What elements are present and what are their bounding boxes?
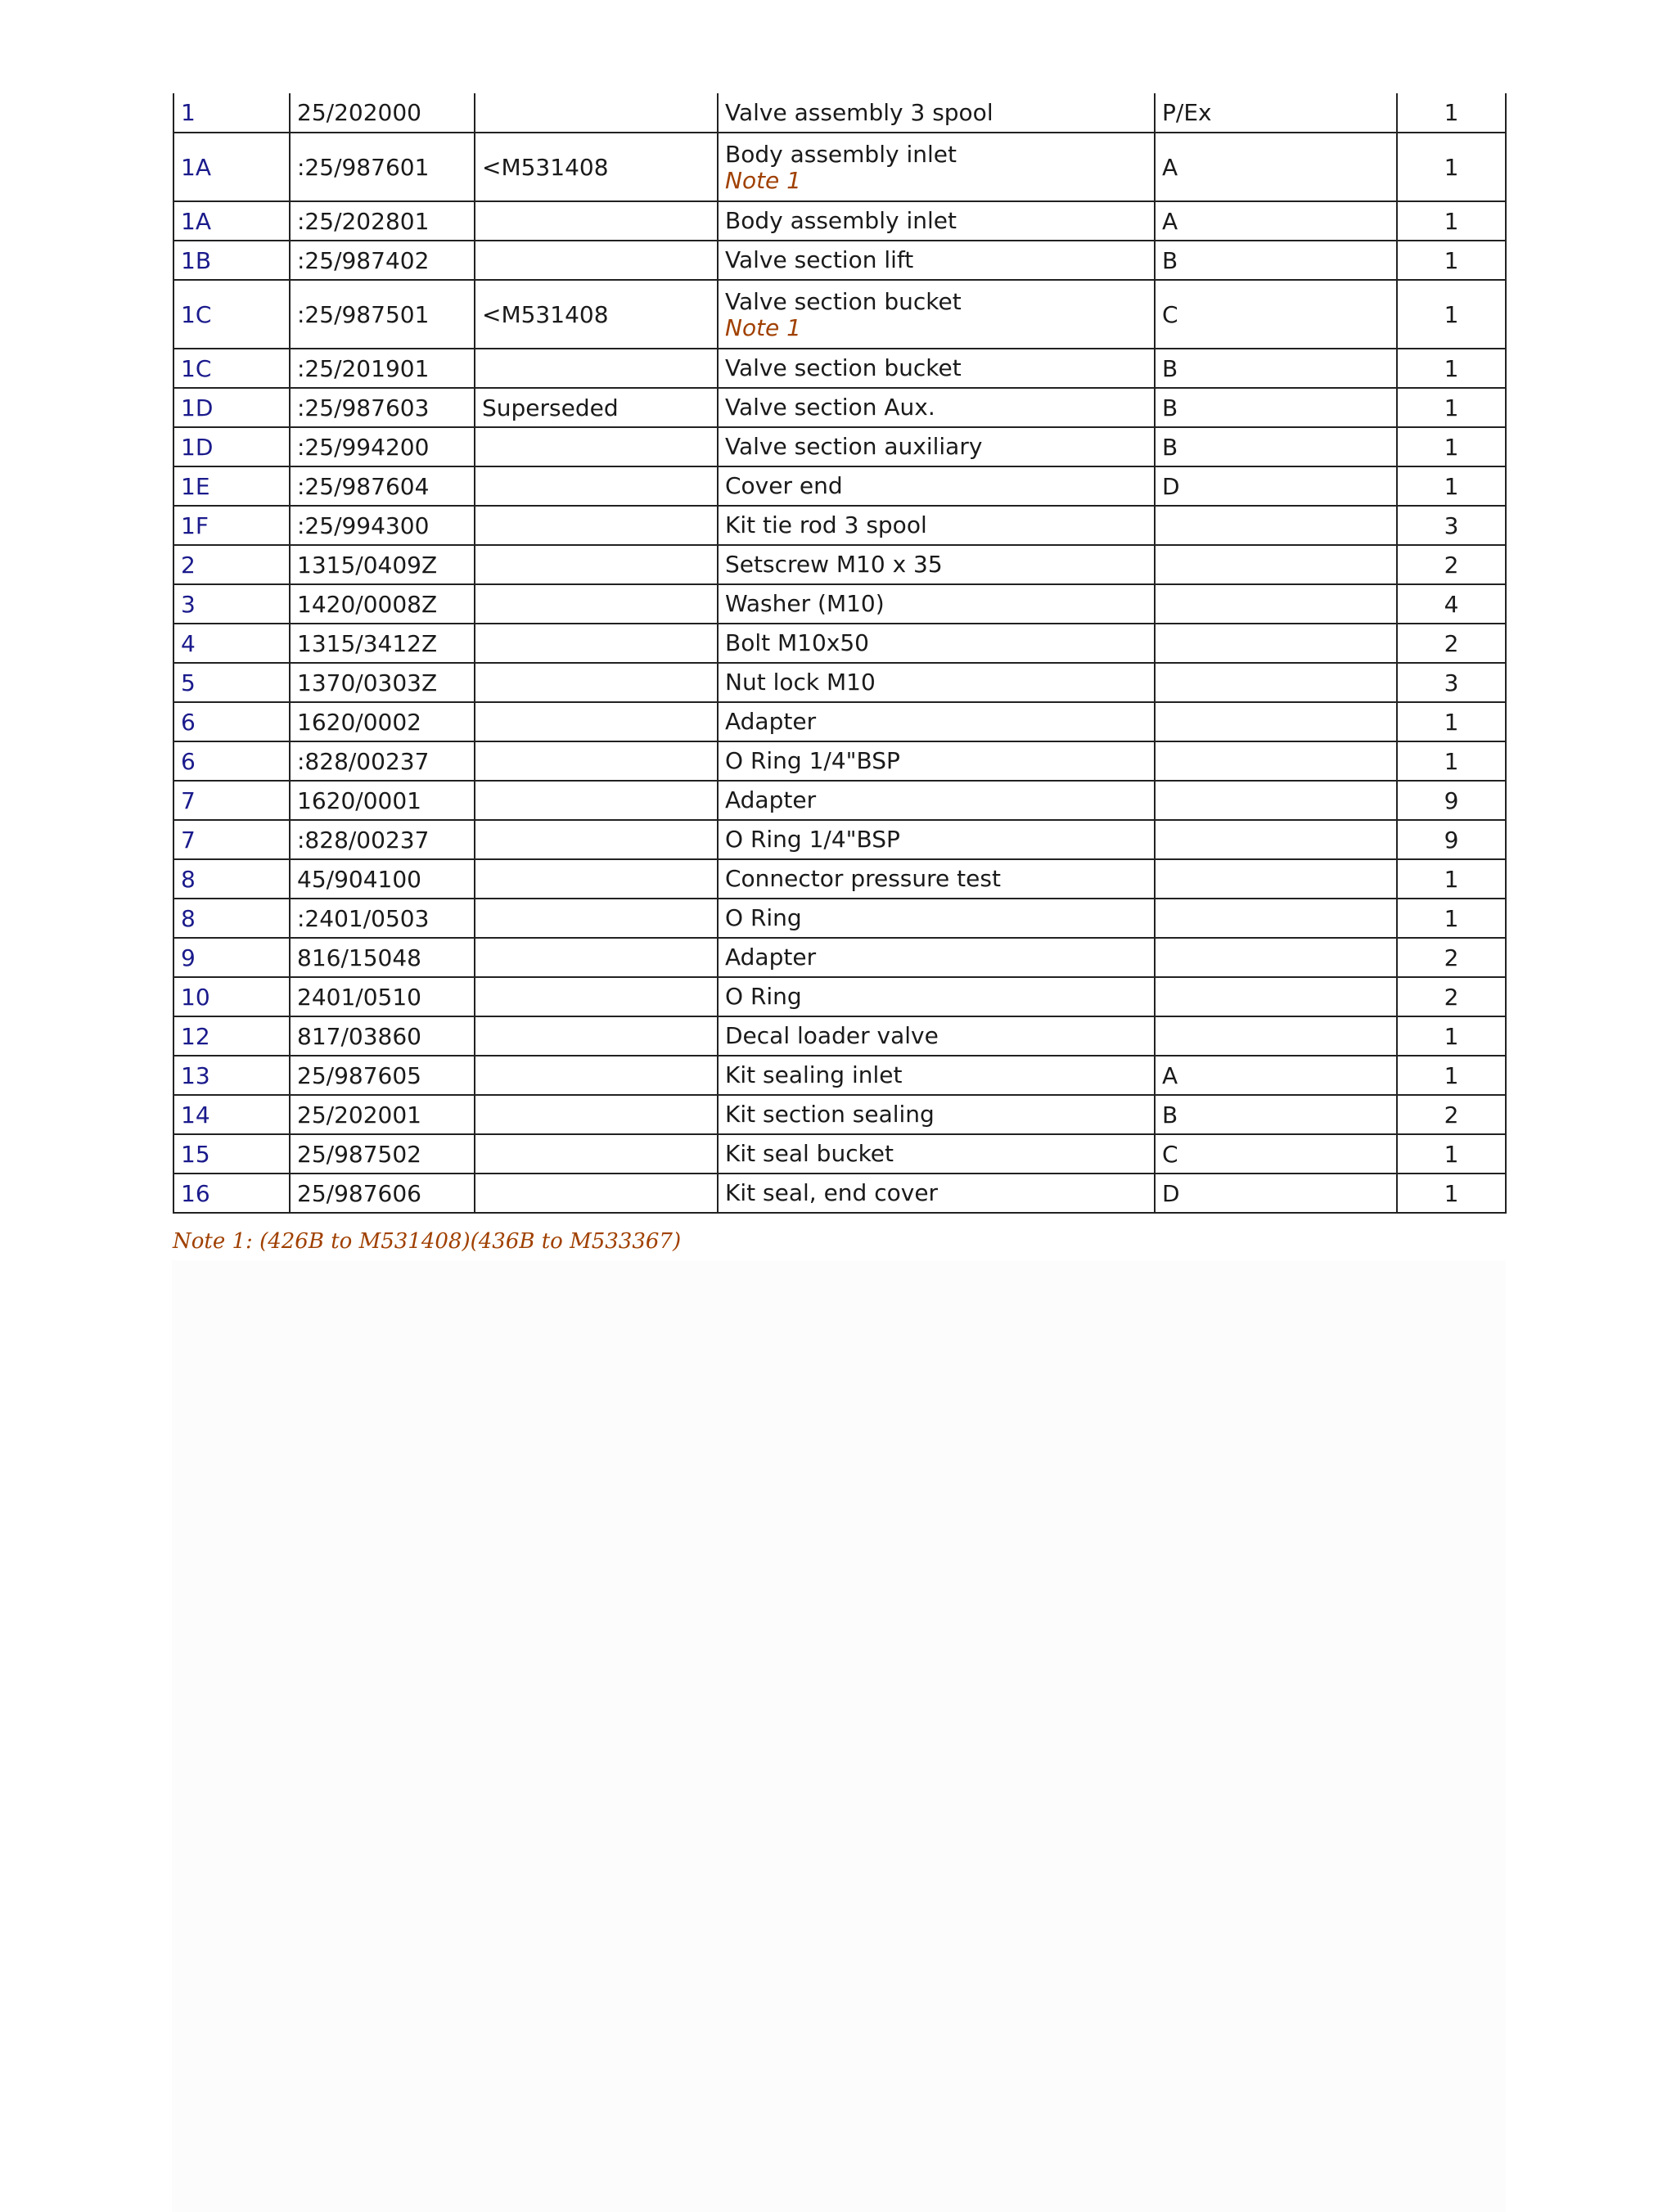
- remark-cell: [475, 702, 718, 741]
- quantity-cell: 1: [1397, 93, 1506, 133]
- note-reference: Note 1: [725, 167, 801, 194]
- description-text: Connector pressure test: [725, 865, 1001, 892]
- group-cell: C: [1155, 280, 1397, 349]
- group-cell: A: [1155, 201, 1397, 241]
- quantity-cell: 1: [1397, 741, 1506, 781]
- quantity-cell: 3: [1397, 663, 1506, 702]
- quantity-cell: 1: [1397, 1016, 1506, 1056]
- description-text: Cover end: [725, 472, 843, 499]
- item-ref-cell: 1D: [173, 388, 290, 427]
- item-ref-cell: 7: [173, 820, 290, 859]
- description-cell: [718, 820, 1155, 859]
- description-text: Kit seal, end cover: [725, 1179, 939, 1206]
- quantity-cell: 4: [1397, 584, 1506, 624]
- quantity-cell: 1: [1397, 899, 1506, 938]
- item-ref-cell: 6: [173, 741, 290, 781]
- group-cell: [1155, 506, 1397, 545]
- note-reference: Note 1: [725, 314, 801, 341]
- table-row: [173, 584, 1506, 624]
- part-number-cell: :25/987402: [290, 241, 475, 280]
- table-row: [173, 201, 1506, 241]
- part-number-cell: 25/987606: [290, 1174, 475, 1213]
- table-row: [173, 349, 1506, 388]
- item-ref-cell: 3: [173, 584, 290, 624]
- remark-cell: [475, 466, 718, 506]
- description-cell: [718, 1056, 1155, 1095]
- part-number-cell: :828/00237: [290, 741, 475, 781]
- part-number-cell: 1370/0303Z: [290, 663, 475, 702]
- part-number-cell: :25/201901: [290, 349, 475, 388]
- description-cell: [718, 1016, 1155, 1056]
- description-text: O Ring 1/4"BSP: [725, 747, 900, 774]
- item-ref-cell: 12: [173, 1016, 290, 1056]
- part-number-cell: 25/987502: [290, 1134, 475, 1174]
- quantity-cell: 1: [1397, 1134, 1506, 1174]
- item-ref-cell: 8: [173, 899, 290, 938]
- item-ref-cell: 1A: [173, 201, 290, 241]
- description-cell: [718, 781, 1155, 820]
- group-cell: [1155, 781, 1397, 820]
- remark-cell: [475, 1016, 718, 1056]
- item-ref-cell: 2: [173, 545, 290, 584]
- remark-cell: [475, 741, 718, 781]
- quantity-cell: 1: [1397, 466, 1506, 506]
- description-cell: [718, 349, 1155, 388]
- group-cell: B: [1155, 1095, 1397, 1134]
- description-text: Valve section bucket: [725, 354, 962, 381]
- table-row: [173, 663, 1506, 702]
- part-number-cell: :25/994300: [290, 506, 475, 545]
- description-text: Setscrew M10 x 35: [725, 551, 943, 578]
- item-ref-cell: 14: [173, 1095, 290, 1134]
- remark-cell: [475, 899, 718, 938]
- part-number-cell: 1315/3412Z: [290, 624, 475, 663]
- description-cell: [718, 1134, 1155, 1174]
- group-cell: [1155, 820, 1397, 859]
- part-number-cell: 2401/0510: [290, 977, 475, 1016]
- table-row: [173, 388, 1506, 427]
- item-ref-cell: 4: [173, 624, 290, 663]
- quantity-cell: 1: [1397, 427, 1506, 466]
- part-number-cell: :25/987501: [290, 280, 475, 349]
- description-text: O Ring: [725, 904, 802, 931]
- quantity-cell: 2: [1397, 938, 1506, 977]
- group-cell: [1155, 624, 1397, 663]
- table-row: [173, 781, 1506, 820]
- quantity-cell: 2: [1397, 977, 1506, 1016]
- group-cell: [1155, 663, 1397, 702]
- group-cell: B: [1155, 388, 1397, 427]
- quantity-cell: 1: [1397, 241, 1506, 280]
- part-number-cell: 816/15048: [290, 938, 475, 977]
- quantity-cell: 1: [1397, 133, 1506, 201]
- quantity-cell: 1: [1397, 201, 1506, 241]
- description-text: Valve section Aux.: [725, 394, 935, 421]
- parts-table-body: [173, 93, 1506, 1213]
- remark-cell: [475, 624, 718, 663]
- part-number-cell: :2401/0503: [290, 899, 475, 938]
- description-cell: [718, 388, 1155, 427]
- group-cell: D: [1155, 1174, 1397, 1213]
- description-cell: [718, 663, 1155, 702]
- description-text: Adapter: [725, 786, 817, 813]
- description-text: Kit tie rod 3 spool: [725, 511, 927, 538]
- description-cell: [718, 899, 1155, 938]
- part-number-cell: 1620/0002: [290, 702, 475, 741]
- table-row: [173, 1016, 1506, 1056]
- item-ref-cell: 10: [173, 977, 290, 1016]
- group-cell: P/Ex: [1155, 93, 1397, 133]
- table-row: [173, 977, 1506, 1016]
- remark-cell: [475, 1134, 718, 1174]
- item-ref-cell: 6: [173, 702, 290, 741]
- quantity-cell: 2: [1397, 1095, 1506, 1134]
- group-cell: [1155, 545, 1397, 584]
- part-number-cell: 1420/0008Z: [290, 584, 475, 624]
- quantity-cell: 1: [1397, 280, 1506, 349]
- footnote: Note 1: (426B to M531408)(436B to M533367): [173, 1229, 682, 1254]
- group-cell: B: [1155, 427, 1397, 466]
- remark-cell: [475, 977, 718, 1016]
- part-number-cell: :25/987604: [290, 466, 475, 506]
- description-cell: [718, 1095, 1155, 1134]
- description-cell: [718, 859, 1155, 899]
- description-text: Valve section lift: [725, 246, 914, 273]
- table-row: [173, 280, 1506, 349]
- item-ref-cell: 15: [173, 1134, 290, 1174]
- table-row: [173, 741, 1506, 781]
- group-cell: [1155, 977, 1397, 1016]
- part-number-cell: :25/987603: [290, 388, 475, 427]
- part-number-cell: :25/202801: [290, 201, 475, 241]
- remark-cell: [475, 93, 718, 133]
- group-cell: [1155, 1016, 1397, 1056]
- description-cell: [718, 741, 1155, 781]
- group-cell: [1155, 859, 1397, 899]
- quantity-cell: 3: [1397, 506, 1506, 545]
- quantity-cell: 2: [1397, 545, 1506, 584]
- table-row: [173, 133, 1506, 201]
- table-row: [173, 506, 1506, 545]
- quantity-cell: 1: [1397, 859, 1506, 899]
- description-cell: [718, 427, 1155, 466]
- description-text: Kit seal bucket: [725, 1140, 894, 1167]
- item-ref-cell: 13: [173, 1056, 290, 1095]
- group-cell: D: [1155, 466, 1397, 506]
- description-text: Bolt M10x50: [725, 629, 869, 656]
- description-text: Nut lock M10: [725, 669, 876, 696]
- part-number-cell: 25/202000: [290, 93, 475, 133]
- description-cell: [718, 93, 1155, 133]
- description-cell: [718, 241, 1155, 280]
- parts-table: [173, 93, 1507, 1214]
- table-row: [173, 820, 1506, 859]
- part-number-cell: 1620/0001: [290, 781, 475, 820]
- table-row: [173, 1095, 1506, 1134]
- table-row: [173, 702, 1506, 741]
- remark-cell: Superseded: [475, 388, 718, 427]
- remark-cell: <M531408: [475, 133, 718, 201]
- remark-cell: [475, 663, 718, 702]
- group-cell: [1155, 938, 1397, 977]
- description-cell: [718, 977, 1155, 1016]
- description-text: Decal loader valve: [725, 1022, 939, 1049]
- remark-cell: [475, 1056, 718, 1095]
- description-cell: [718, 584, 1155, 624]
- item-ref-cell: 1B: [173, 241, 290, 280]
- description-cell: [718, 201, 1155, 241]
- description-text: Body assembly inlet: [725, 207, 957, 234]
- table-row: [173, 241, 1506, 280]
- part-number-cell: 25/987605: [290, 1056, 475, 1095]
- group-cell: A: [1155, 133, 1397, 201]
- table-row: [173, 1056, 1506, 1095]
- description-text: Kit sealing inlet: [725, 1061, 903, 1088]
- item-ref-cell: 9: [173, 938, 290, 977]
- item-ref-cell: 1C: [173, 349, 290, 388]
- item-ref-cell: 1A: [173, 133, 290, 201]
- remark-cell: [475, 545, 718, 584]
- quantity-cell: 9: [1397, 820, 1506, 859]
- description-cell: [718, 280, 1155, 349]
- page-background: [172, 1260, 1506, 2212]
- part-number-cell: 25/202001: [290, 1095, 475, 1134]
- description-cell: [718, 938, 1155, 977]
- table-row: [173, 859, 1506, 899]
- remark-cell: <M531408: [475, 280, 718, 349]
- part-number-cell: :25/987601: [290, 133, 475, 201]
- remark-cell: [475, 201, 718, 241]
- group-cell: B: [1155, 241, 1397, 280]
- remark-cell: [475, 506, 718, 545]
- quantity-cell: 9: [1397, 781, 1506, 820]
- description-text: Valve section auxiliary: [725, 433, 983, 460]
- part-number-cell: 1315/0409Z: [290, 545, 475, 584]
- item-ref-cell: 16: [173, 1174, 290, 1213]
- description-text: O Ring: [725, 983, 802, 1010]
- remark-cell: [475, 349, 718, 388]
- quantity-cell: 1: [1397, 1174, 1506, 1213]
- table-row: [173, 899, 1506, 938]
- table-row: [173, 93, 1506, 133]
- description-text: Adapter: [725, 944, 817, 971]
- description-text: Kit section sealing: [725, 1101, 935, 1128]
- remark-cell: [475, 584, 718, 624]
- quantity-cell: 1: [1397, 1056, 1506, 1095]
- description-text: Body assembly inlet: [725, 141, 957, 168]
- remark-cell: [475, 859, 718, 899]
- part-number-cell: :828/00237: [290, 820, 475, 859]
- item-ref-cell: 1: [173, 93, 290, 133]
- remark-cell: [475, 781, 718, 820]
- description-text: Valve assembly 3 spool: [725, 98, 993, 126]
- description-text: O Ring 1/4"BSP: [725, 826, 900, 853]
- group-cell: B: [1155, 349, 1397, 388]
- remark-cell: [475, 1095, 718, 1134]
- quantity-cell: 1: [1397, 388, 1506, 427]
- remark-cell: [475, 938, 718, 977]
- table-row: [173, 427, 1506, 466]
- description-cell: [718, 624, 1155, 663]
- group-cell: [1155, 741, 1397, 781]
- table-row: [173, 545, 1506, 584]
- item-ref-cell: 1C: [173, 280, 290, 349]
- quantity-cell: 2: [1397, 624, 1506, 663]
- remark-cell: [475, 427, 718, 466]
- description-text: Adapter: [725, 708, 817, 735]
- remark-cell: [475, 820, 718, 859]
- table-row: [173, 1174, 1506, 1213]
- item-ref-cell: 1D: [173, 427, 290, 466]
- part-number-cell: 45/904100: [290, 859, 475, 899]
- remark-cell: [475, 241, 718, 280]
- table-row: [173, 1134, 1506, 1174]
- item-ref-cell: 1E: [173, 466, 290, 506]
- item-ref-cell: 5: [173, 663, 290, 702]
- table-row: [173, 466, 1506, 506]
- quantity-cell: 1: [1397, 349, 1506, 388]
- remark-cell: [475, 1174, 718, 1213]
- group-cell: [1155, 899, 1397, 938]
- description-text: Washer (M10): [725, 590, 885, 617]
- group-cell: C: [1155, 1134, 1397, 1174]
- description-cell: [718, 133, 1155, 201]
- group-cell: A: [1155, 1056, 1397, 1095]
- description-cell: [718, 545, 1155, 584]
- table-row: [173, 938, 1506, 977]
- table-row: [173, 624, 1506, 663]
- quantity-cell: 1: [1397, 702, 1506, 741]
- description-cell: [718, 506, 1155, 545]
- item-ref-cell: 7: [173, 781, 290, 820]
- group-cell: [1155, 702, 1397, 741]
- group-cell: [1155, 584, 1397, 624]
- part-number-cell: :25/994200: [290, 427, 475, 466]
- description-cell: [718, 1174, 1155, 1213]
- item-ref-cell: 8: [173, 859, 290, 899]
- description-cell: [718, 702, 1155, 741]
- item-ref-cell: 1F: [173, 506, 290, 545]
- description-cell: [718, 466, 1155, 506]
- part-number-cell: 817/03860: [290, 1016, 475, 1056]
- description-text: Valve section bucket: [725, 288, 962, 315]
